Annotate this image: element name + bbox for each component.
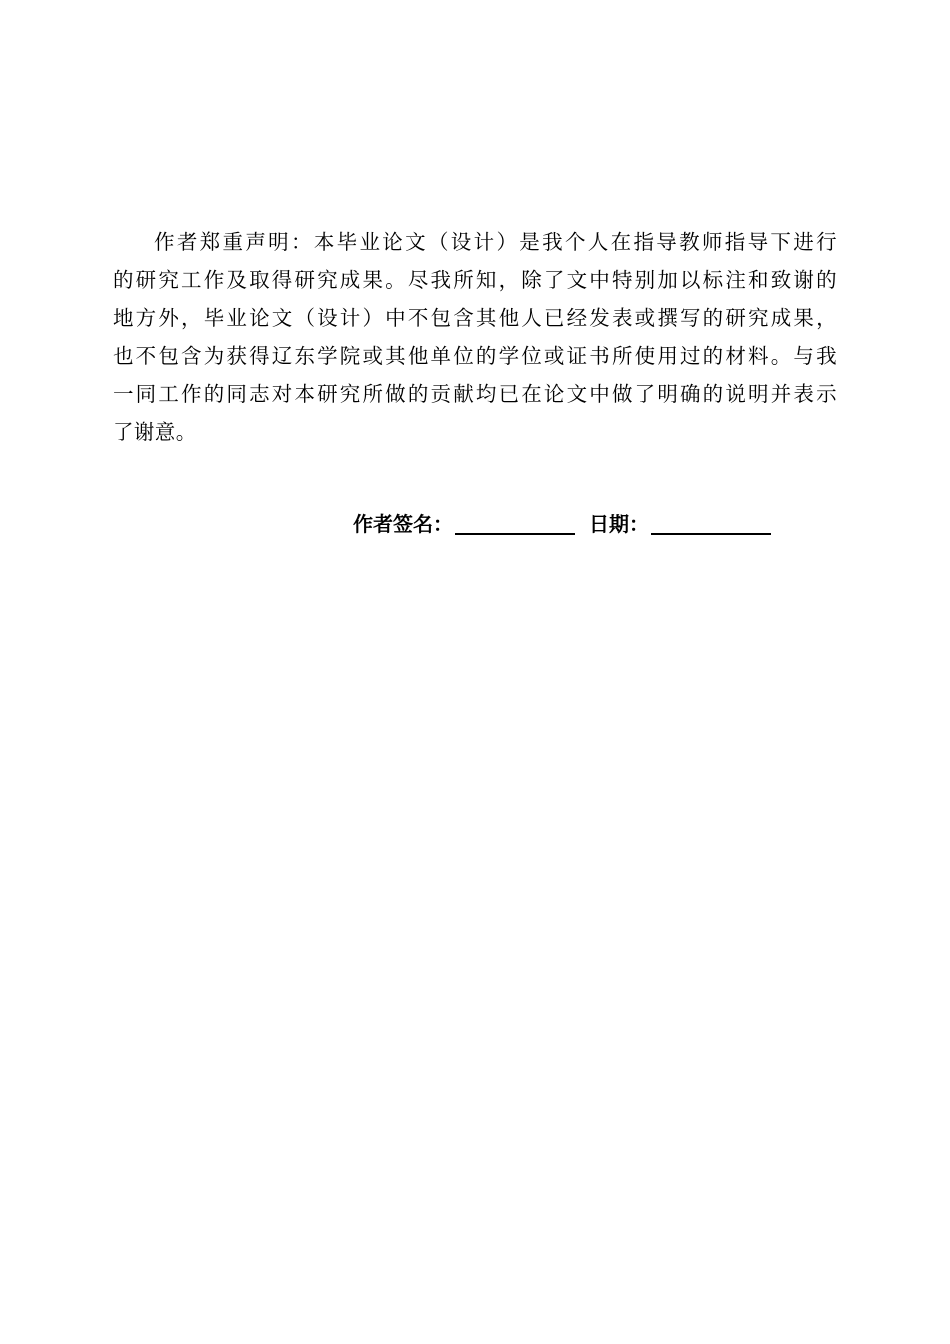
declaration-line: 了谢意。 [113,419,197,444]
declaration-line: 的研究工作及取得研究成果。尽我所知，除了文中特别加以标注和致谢的 [113,267,837,292]
signature-row [353,508,771,540]
declaration-line: 地方外，毕业论文（设计）中不包含其他人已经发表或撰写的研究成果， [113,305,837,330]
declaration-line: 作者郑重声明：本毕业论文（设计）是我个人在指导教师指导下进行 [154,230,837,254]
author-signature-field[interactable] [455,513,575,535]
date-label: 日期： [589,512,649,536]
author-signature-label: 作者签名： [353,512,453,536]
declaration-line: 一同工作的同志对本研究所做的贡献均已在论文中做了明确的说明并表示 [113,381,837,406]
declaration-paragraph [113,224,837,451]
declaration-line: 也不包含为获得辽东学院或其他单位的学位或证书所使用过的材料。与我 [113,343,837,368]
date-field[interactable] [651,513,771,535]
